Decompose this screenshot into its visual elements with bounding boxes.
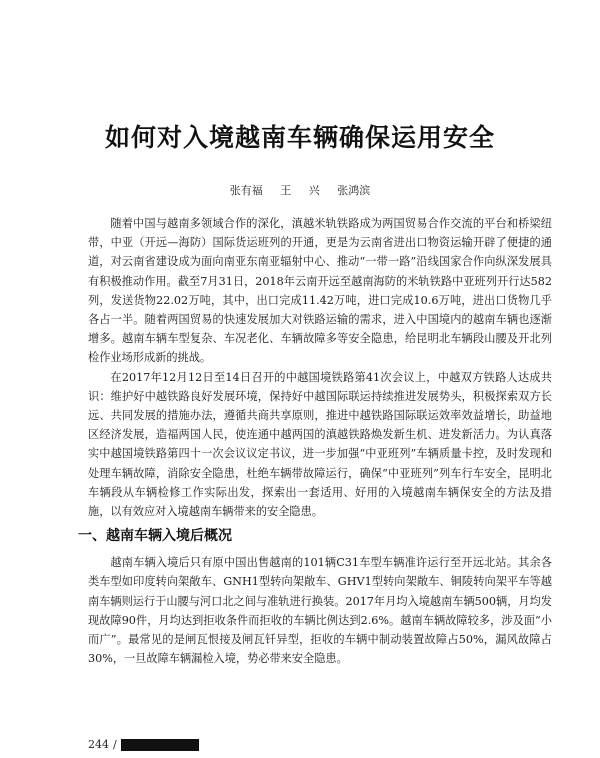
section-1-paragraph: 越南车辆入境后只有原中国出售越南的101辆C31车型车辆准许运行至开远北站。其余各类车型如印度转向架敞车、GNH1型转向架敞车、GHV1型转向架敞车、铜陵转向架平车等越南车辆则运行于山腰与河口北之间与准轨进行换装。2017年月均入境越南车辆500辆，月均发现故障90件，月均达到拒收条件而拒收的车辆比例达到2.6%。越南车辆故障较多，涉及面“小而广”。最常见的是闸瓦恨接及闸瓦钎异型，拒收的车辆中制动装置故障占50%，漏风故障占30%，一旦故障车辆漏检入境，势必带来安全隐患。 <box>88 556 552 666</box>
redacted-journal-name <box>121 739 199 751</box>
footer-separator: / <box>113 738 117 751</box>
article-title: 如何对入境越南车辆确保运用安全 <box>104 123 495 152</box>
intro-paragraph-2: 在2017年12月12日至14日召开的中越国境铁路第41次会议上，中越双方铁路人达成共识：维护好中越铁路良好发展环境，保持好中越国际联运持续推进发展势头，积极探索双方长远、共同发展的措施办法，遵循共商共享原则，推进中越铁路国际联运效率效益增长，助益地区经济发展，造福两国人民，使连通中越两国的滇越铁路焕发新生机、进发新活力。为认真落实中越国境铁路第四十一次会议议定书议，进一步加强“中亚班列”车辆质量卡控，及时发现和处理车辆故障，消除安全隐患，杜绝车辆带故障运行，确保“中亚班列”列车行车安全，昆明北车辆段从车辆检修工作实际出发，探索出一套适用、好用的入境越南车辆保安全的方法及措施，以有效应对入境越南车辆带来的安全隐患。 <box>88 370 552 519</box>
page-footer <box>88 738 199 751</box>
article-body <box>78 214 552 668</box>
page-number: 244 <box>88 738 109 751</box>
article-authors: 张有福 王 兴 张鸿滨 <box>229 184 371 197</box>
section-heading: 一、越南车辆入境后概况 <box>78 528 232 545</box>
intro-paragraph-1: 随着中国与越南多领域合作的深化，滇越米轨铁路成为两国贸易合作交流的平台和桥梁纽带，中亚（开远—海防）国际货运班列的开通，更是为云南省进出口物资运输开辟了便捷的通道，对云南省建设成为面向南亚东南亚辐射中心、推动“一带一路”沿线国家合作向纵深发展具有积极推动作用。截至7月31日，2018年云南开远至越南海防的米轨铁路中亚班列开行达582列，发送货物22.02万吨，其中，出口完成11.42万吨，进口完成10.6万吨，进出口货物几乎各占一半。随着两国贸易的快速发展加大对铁路运输的需求，进入中国境内的越南车辆也逐渐增多。越南车辆车型复杂、车况老化、车辆故障多等安全隐患，给昆明北车辆段山腰及开北列检作业场形成新的挑战。 <box>88 217 552 365</box>
